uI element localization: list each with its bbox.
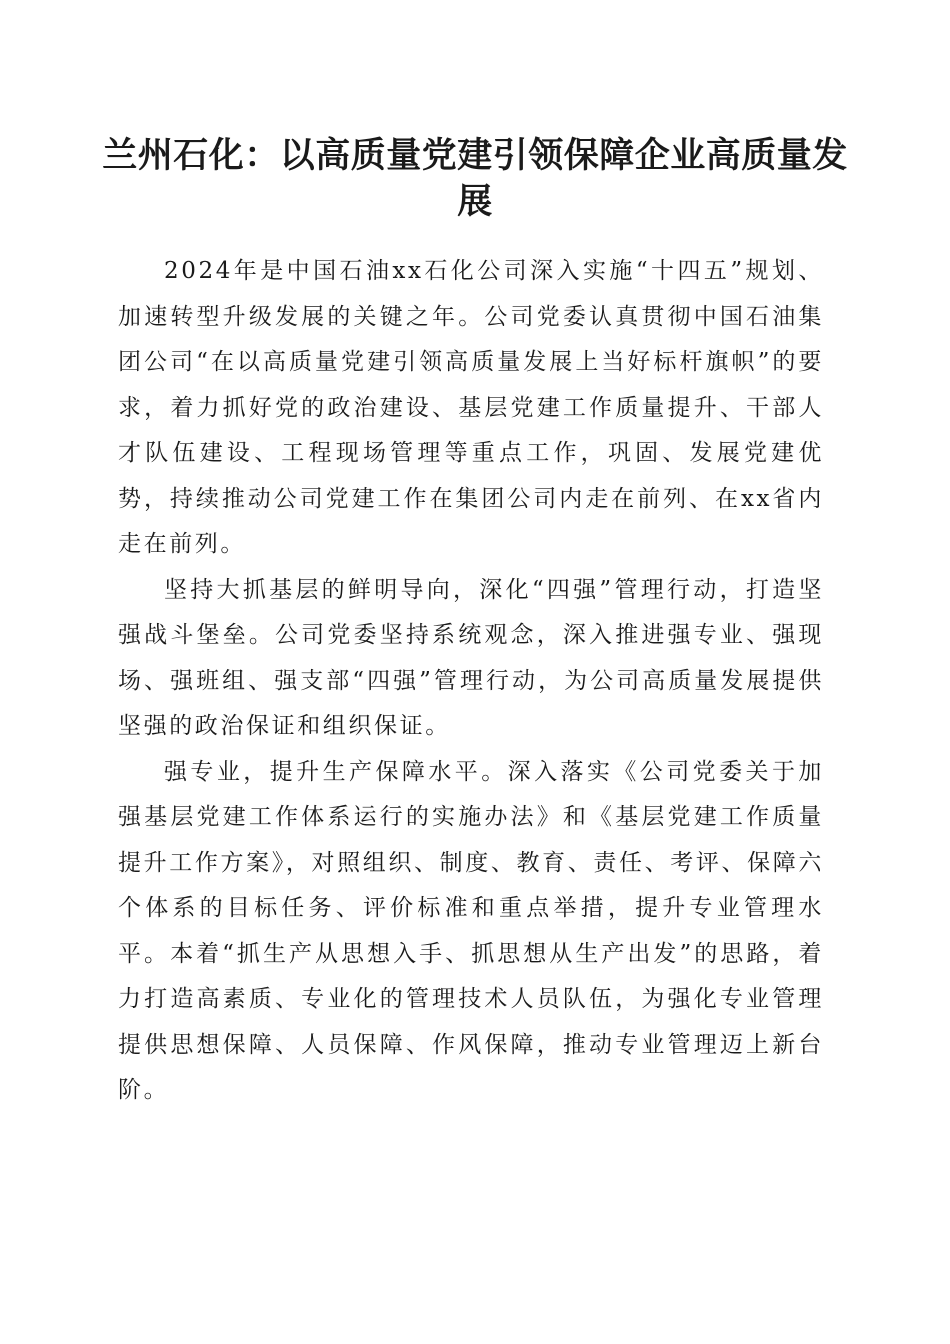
paragraph-grassroots: 坚持大抓基层的鲜明导向，深化“四强”管理行动，打造坚强战斗堡垒。公司党委坚持系统观念，深入推进强专业、强现场、强班组、强支部“四强”管理行动，为公司高质量发展提供坚强的政治保证和组织保证。 bbox=[118, 576, 824, 739]
document-body bbox=[118, 249, 824, 1114]
document-title: 兰州石化：以高质量党建引领保障企业高质量发展 bbox=[102, 135, 848, 222]
paragraph-intro: 2024年是中国石油xx石化公司深入实施“十四五”规划、加速转型升级发展的关键之年。公司党委认真贯彻中国石油集团公司“在以高质量党建引领高质量发展上当好标杆旗帜”的要求，着力抓好党的政治建设、基层党建工作质量提升、干部人才队伍建设、工程现场管理等重点工作，巩固、发展党建优势，持续推动公司党建工作在集团公司内走在前列、在xx省内走在前列。 bbox=[118, 258, 824, 557]
paragraph-professional: 强专业，提升生产保障水平。深入落实《公司党委关于加强基层党建工作体系运行的实施办法》和《基层党建工作质量提升工作方案》，对照组织、制度、教育、责任、考评、保障六个体系的目标任务、评价标准和重点举措，提升专业管理水平。本着“抓生产从思想入手、抓思想从生产出发”的思路，着力打造高素质、专业化的管理技术人员队伍，为强化专业管理提供思想保障、人员保障、作风保障，推动专业管理迈上新台阶。 bbox=[118, 758, 824, 1103]
